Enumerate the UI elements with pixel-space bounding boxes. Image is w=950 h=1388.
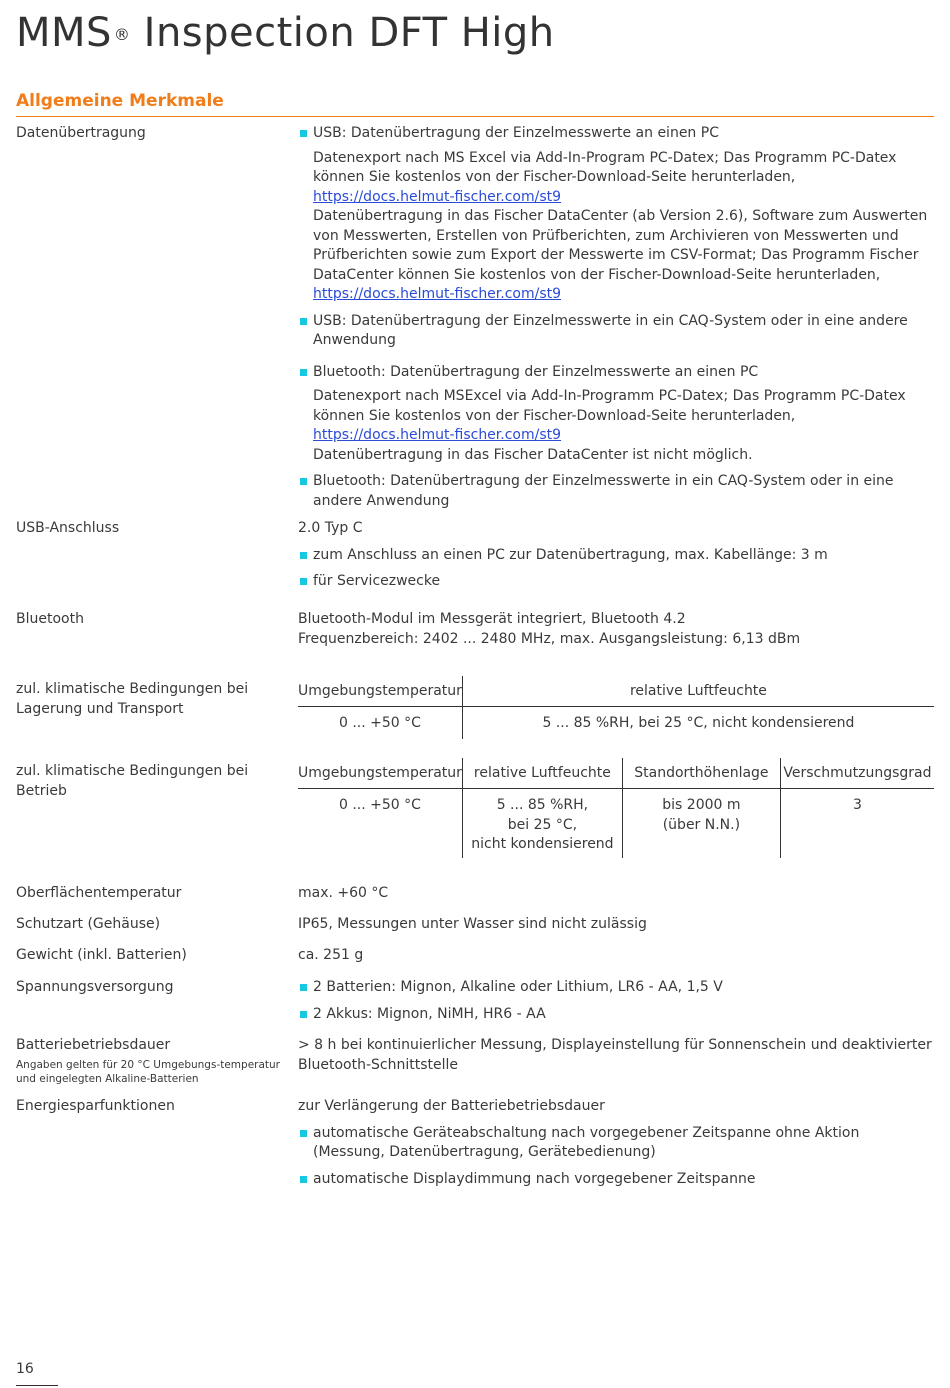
page-number: 16 bbox=[16, 1360, 58, 1386]
bullet-text: USB: Datenübertragung der Einzelmesswerte an einen PC bbox=[313, 125, 719, 141]
spec-label: USB-Anschluss bbox=[16, 520, 120, 536]
table-cell: 5 ... 85 %RH, bei 25 °C, nicht kondensierend bbox=[542, 715, 855, 731]
list-item: für Servicezwecke bbox=[298, 572, 934, 592]
table-cell: bis 2000 m (über N.N.) bbox=[622, 789, 780, 859]
list-item: USB: Datenübertragung der Einzelmesswerte in ein CAQ-System oder in eine andere Anwendung bbox=[298, 312, 934, 351]
table-header: Umgebungstemperatur bbox=[298, 758, 462, 789]
spec-label: Energiesparfunktionen bbox=[16, 1098, 175, 1114]
title-product: Inspection DFT High bbox=[143, 10, 555, 56]
section-heading: Allgemeine Merkmale bbox=[16, 90, 934, 117]
climate-operation-table bbox=[298, 758, 934, 858]
list-item: Bluetooth: Datenübertragung der Einzelmesswerte in ein CAQ-System oder in eine andere Anwendung bbox=[298, 472, 934, 511]
spec-label: Spannungsversorgung bbox=[16, 979, 174, 995]
spec-label: Schutzart (Gehäuse) bbox=[16, 916, 161, 932]
spec-value bbox=[298, 124, 934, 518]
spec-value: IP65, Messungen unter Wasser sind nicht zulässig bbox=[298, 916, 647, 932]
table-cell: 0 ... +50 °C bbox=[298, 789, 462, 859]
spec-value: > 8 h bei kontinuierlicher Messung, Displayeinstellung für Sonnenschein und deaktivierter Bluetooth-Schnittstelle bbox=[298, 1037, 932, 1073]
spec-value: Bluetooth-Modul im Messgerät integriert, Bluetooth 4.2 Frequenzbereich: 2402 ... 2480 MHz, max. Ausgangsleistung: 6,13 dBm bbox=[298, 611, 801, 647]
bullet-description: Datenexport nach MS Excel via Add-In-Program PC-Datex; Das Programm PC-Datex können Sie kostenlos von der Fischer-Download-Seite herunterladen, https://docs.helmut-fischer.com/st9 Datenübertragung in das Fischer DataCenter (ab Version 2.6), Software zum Auswerten von Messwerten, Erstellen von Prüfberichten, zum Archivieren von Messwerten und Prüfberichten sowie zum Export der Messwerte im CSV-Format; Das Programm Fischer DataCenter können Sie kostenlos von der Fischer-Download-Seite herunterladen, https://docs.helmut-fischer.com/st9 bbox=[313, 149, 928, 302]
list-item: 2 Akkus: Mignon, NiMH, HR6 - AA bbox=[298, 1005, 934, 1025]
climate-operation-table-wrap bbox=[298, 758, 934, 858]
spec-label: zul. klimatische Bedingungen bei Lagerung und Transport bbox=[16, 681, 249, 717]
spec-label: Datenübertragung bbox=[16, 125, 146, 141]
page-title bbox=[16, 10, 555, 56]
table-cell: 0 ... +50 °C bbox=[298, 707, 462, 740]
list-item: automatische Displaydimmung nach vorgegebener Zeitspanne bbox=[298, 1170, 934, 1190]
spec-value: max. +60 °C bbox=[298, 885, 389, 901]
energy-intro: zur Verlängerung der Batteriebetriebsdauer bbox=[298, 1098, 605, 1114]
list-item: 2 Batterien: Mignon, Alkaline oder Lithium, LR6 - AA, 1,5 V bbox=[298, 978, 934, 998]
spec-value: ca. 251 g bbox=[298, 947, 364, 963]
download-link[interactable]: https://docs.helmut-fischer.com/st9 bbox=[313, 427, 562, 443]
spec-label: Bluetooth bbox=[16, 611, 84, 627]
spec-label: Gewicht (inkl. Batterien) bbox=[16, 947, 187, 963]
table-header: relative Luftfeuchte bbox=[462, 758, 622, 789]
download-link[interactable]: https://docs.helmut-fischer.com/st9 bbox=[313, 286, 562, 302]
spec-label: Oberflächentemperatur bbox=[16, 885, 182, 901]
spec-value bbox=[298, 519, 934, 599]
climate-storage-table bbox=[298, 676, 934, 739]
table-cell: 5 ... 85 %RH, bei 25 °C, nicht kondensierend bbox=[462, 789, 622, 859]
spec-value bbox=[298, 978, 934, 1031]
climate-storage-table-wrap bbox=[298, 676, 934, 739]
title-brand: MMS bbox=[16, 10, 112, 56]
spec-note: Angaben gelten für 20 °C Umgebungs-temperatur und eingelegten Alkaline-Batterien bbox=[16, 1058, 280, 1085]
list-item: automatische Geräteabschaltung nach vorgegebener Zeitspanne ohne Aktion (Messung, Datenübertragung, Gerätebedienung) bbox=[298, 1124, 934, 1163]
table-header: Standorthöhenlage bbox=[622, 758, 780, 789]
table-header: relative Luftfeuchte bbox=[462, 676, 934, 707]
registered-mark: ® bbox=[113, 25, 131, 44]
table-cell: 3 bbox=[852, 797, 862, 813]
list-item bbox=[298, 124, 934, 305]
table-header: Umgebungstemperatur bbox=[298, 676, 462, 707]
spec-label: zul. klimatische Bedingungen bei Betrieb bbox=[16, 763, 249, 799]
bullet-text: Bluetooth: Datenübertragung der Einzelmesswerte an einen PC bbox=[313, 363, 759, 380]
spec-value bbox=[298, 1097, 934, 1196]
list-item: zum Anschluss an einen PC zur Datenübertragung, max. Kabellänge: 3 m bbox=[298, 546, 934, 566]
bullet-description: Datenexport nach MSExcel via Add-In-Programm PC-Datex; Das Programm PC-Datex können Sie kostenlos von der Fischer-Download-Seite herunterladen, https://docs.helmut-fischer.com/st9 Datenübertragung in das Fischer DataCenter ist nicht möglich. bbox=[313, 388, 906, 463]
spec-label: Batteriebetriebsdauer Angaben gelten für 20 °C Umgebungs-temperatur und eingelegten Alkaline-Batterien bbox=[16, 1036, 286, 1086]
table-header: Verschmutzungsgrad bbox=[780, 758, 934, 789]
list-item bbox=[298, 363, 934, 466]
usb-type: 2.0 Typ C bbox=[298, 520, 363, 536]
download-link[interactable]: https://docs.helmut-fischer.com/st9 bbox=[313, 188, 562, 205]
